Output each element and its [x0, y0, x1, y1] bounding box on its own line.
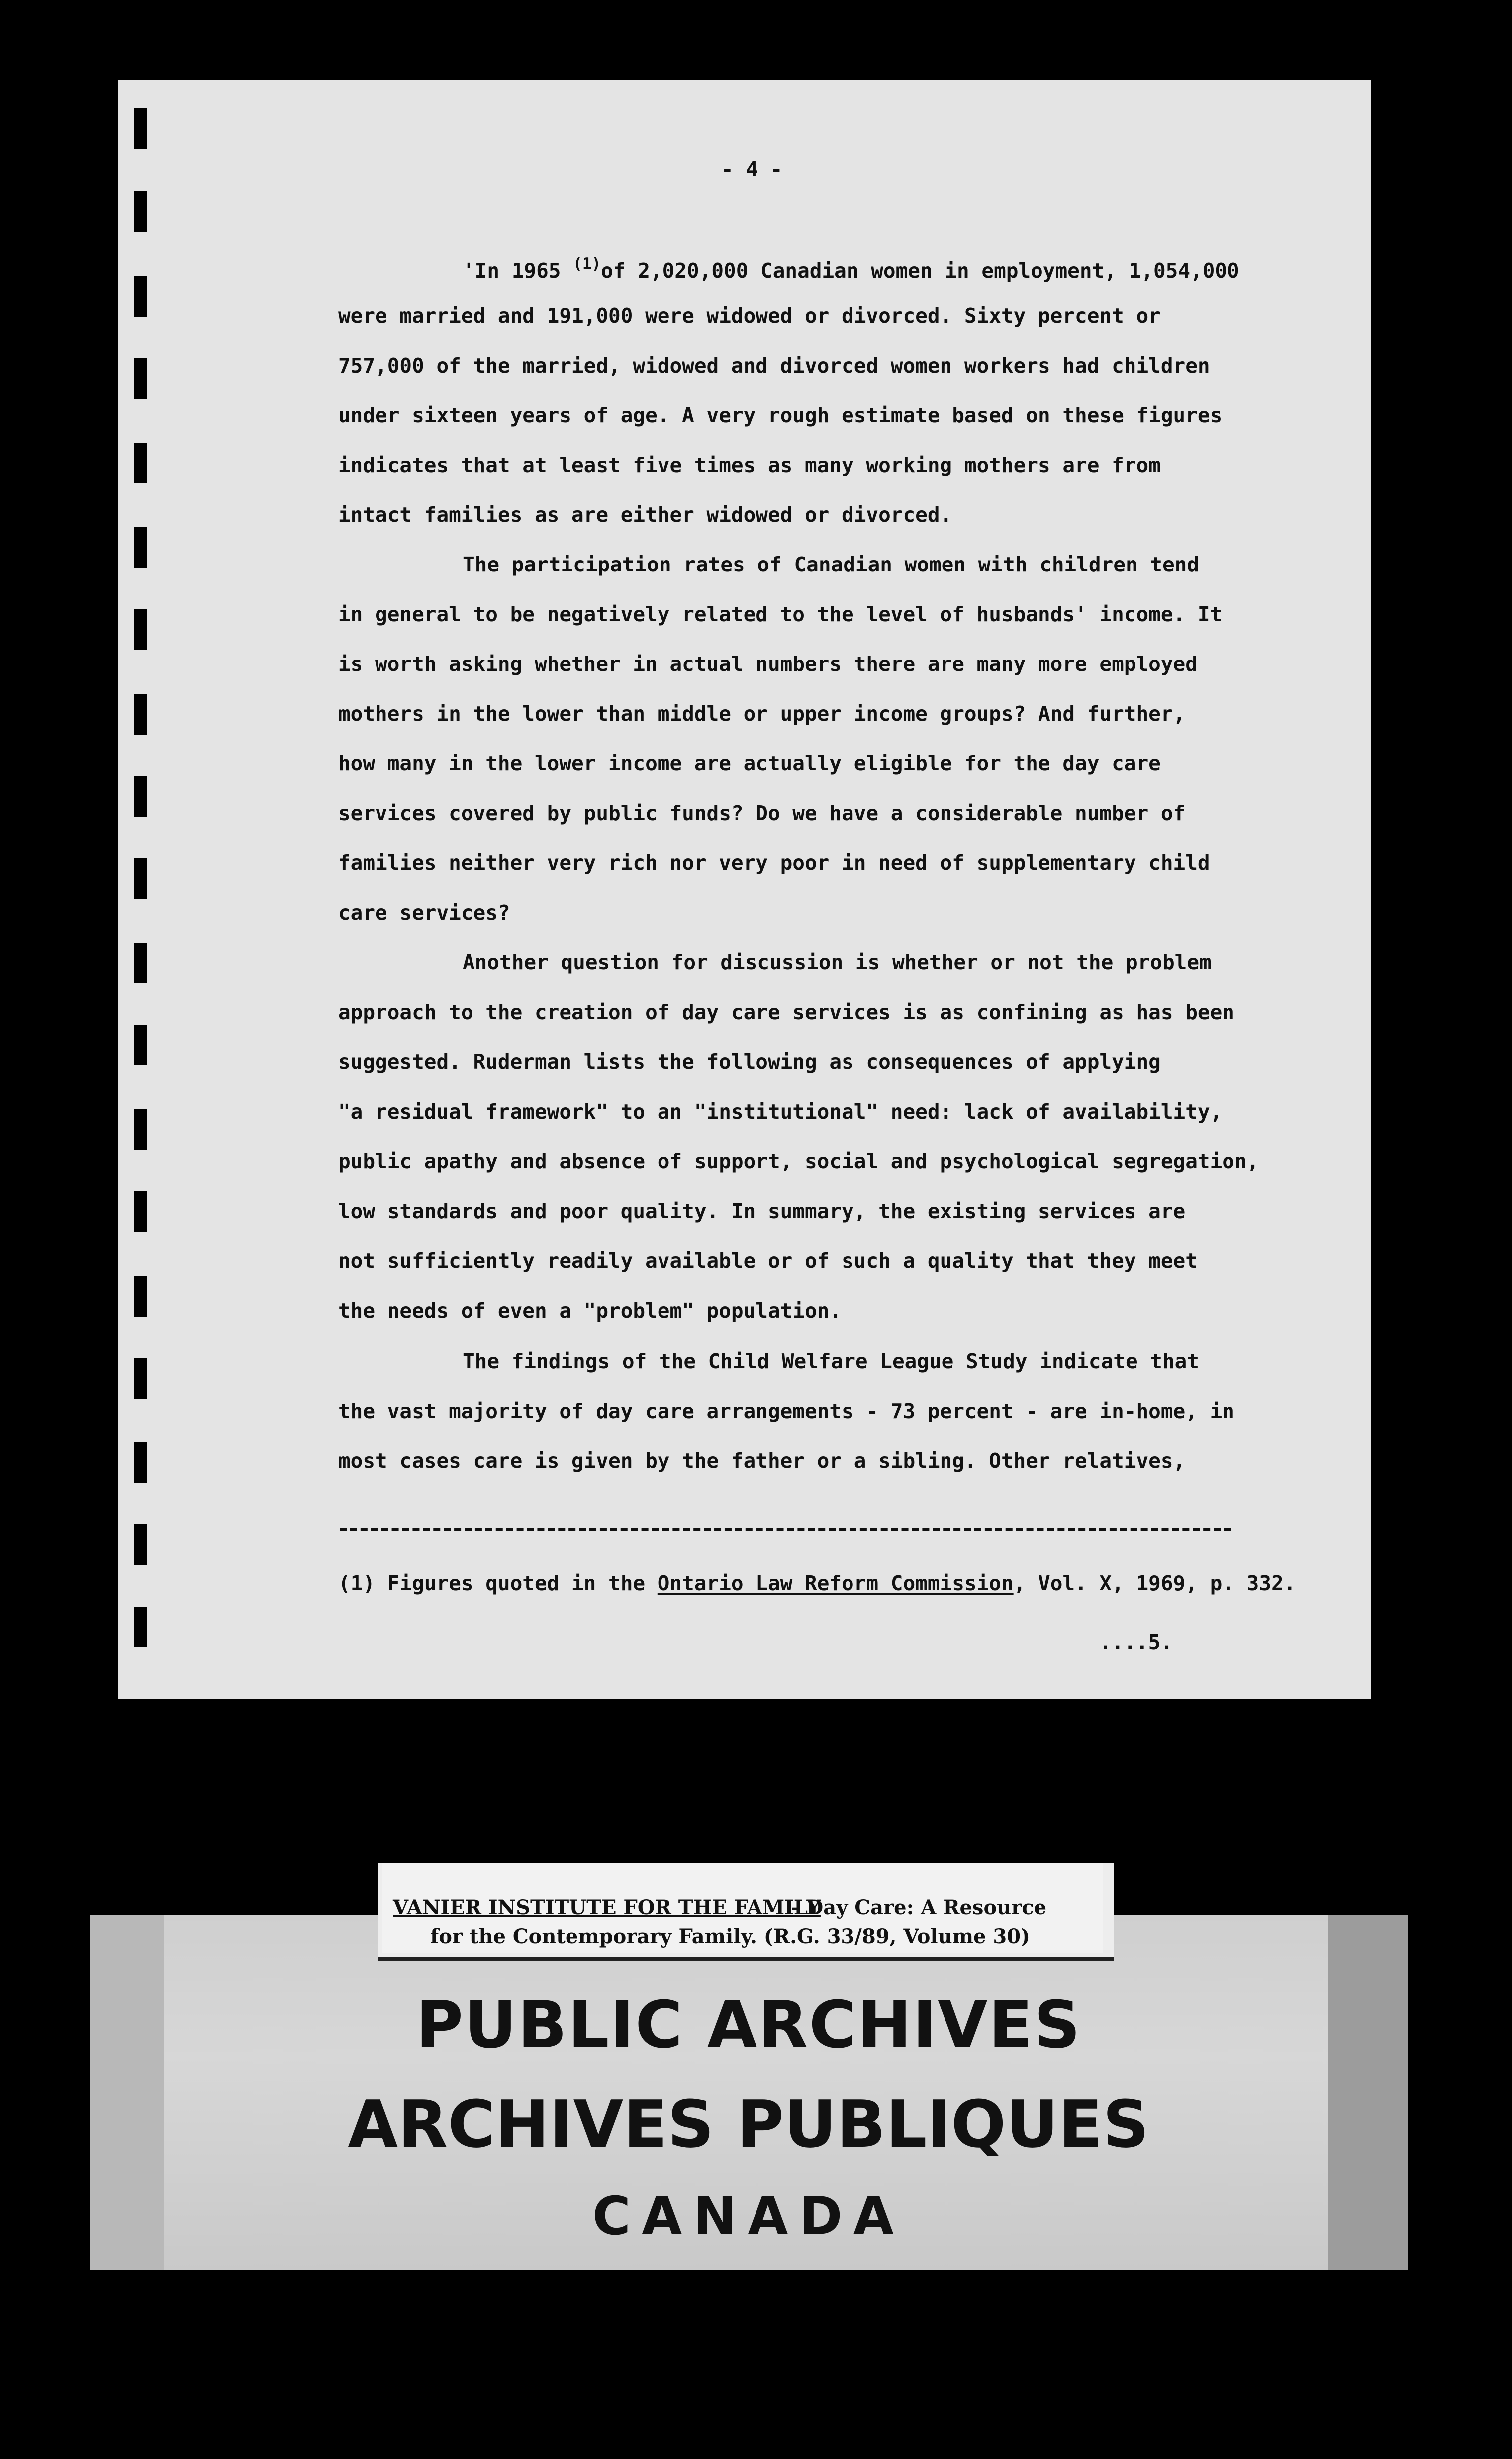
paragraph-1-line: were married and 191,000 were widowed or divorced. Sixty percent or	[338, 304, 1161, 328]
binder-hole	[134, 609, 147, 650]
label-title-line-2: for the Contemporary Family. (R.G. 33/89, Volume 30)	[430, 1925, 1030, 1948]
paragraph-4-line: The findings of the Child Welfare League Study indicate that	[463, 1349, 1200, 1373]
stamp-line-english: PUBLIC ARCHIVES	[415, 1987, 1082, 2063]
binder-hole	[134, 358, 147, 399]
binder-hole	[134, 1276, 147, 1317]
paragraph-2-line: how many in the lower income are actually eligible for the day care	[338, 752, 1161, 775]
footnote-prefix: (1) Figures quoted in the	[338, 1571, 646, 1595]
paragraph-2-line: mothers in the lower than middle or upper income groups? And further,	[338, 702, 1186, 726]
paragraph-1-line: under sixteen years of age. A very rough estimate based on these figures	[338, 403, 1223, 427]
binder-hole	[134, 191, 147, 232]
binder-hole	[134, 858, 147, 899]
continuation-marker: ....5.	[1099, 1630, 1173, 1654]
binder-hole	[134, 1109, 147, 1150]
paragraph-3-line: low standards and poor quality. In summary, the existing services are	[338, 1199, 1186, 1223]
paragraph-1-line: 757,000 of the married, widowed and divorced women workers had children	[338, 354, 1210, 378]
paragraph-2-line: care services?	[338, 901, 510, 925]
binder-hole	[134, 527, 147, 568]
paragraph-2-line: services covered by public funds? Do we have a considerable number of	[338, 801, 1186, 825]
paragraph-3-line: not sufficiently readily available or of such a quality that they meet	[338, 1249, 1198, 1273]
binder-hole	[134, 276, 147, 317]
binder-hole	[134, 943, 147, 983]
paragraph-1-line: intact families as are either widowed or divorced.	[338, 503, 952, 527]
paragraph-1-lead: 'In 1965	[463, 259, 561, 283]
footnote-suffix: , Vol. X, 1969, p. 332.	[1013, 1571, 1296, 1595]
stamp-line-country: CANADA	[592, 2186, 905, 2247]
binder-hole	[134, 108, 147, 149]
paragraph-2-line: is worth asking whether in actual numbers there are many more employed	[338, 652, 1198, 676]
page-number: - 4 -	[721, 157, 783, 181]
stamp-line-french: ARCHIVES PUBLIQUES	[348, 2086, 1149, 2162]
paragraph-3-line: the needs of even a "problem" population.	[338, 1299, 842, 1323]
paragraph-2-line: The participation rates of Canadian women with children tend	[463, 553, 1200, 576]
footnote-mark: (1)	[573, 255, 601, 273]
paragraph-1-line: indicates that at least five times as many working mothers are from	[338, 453, 1161, 477]
paragraph-3-line: approach to the creation of day care services is as confining as has been	[338, 1000, 1234, 1024]
binder-hole	[134, 1607, 147, 1647]
paragraph-4-line: the vast majority of day care arrangements - 73 percent - are in-home, in	[338, 1399, 1234, 1423]
binder-hole	[134, 1358, 147, 1399]
binder-hole	[134, 1025, 147, 1065]
label-title-line-1: - Day Care: A Resource	[791, 1896, 1047, 1919]
paragraph-4-line: most cases care is given by the father or a sibling. Other relatives,	[338, 1449, 1186, 1473]
paragraph-3-line: "a residual framework" to an "institutional" need: lack of availability,	[338, 1100, 1223, 1124]
paragraph-3-line: suggested. Ruderman lists the following as consequences of applying	[338, 1050, 1161, 1074]
paragraph-3-line: public apathy and absence of support, social and psychological segregation,	[338, 1149, 1259, 1173]
binder-hole	[134, 1442, 147, 1483]
paragraph-1-line	[463, 256, 1239, 281]
footnote	[338, 1573, 1296, 1594]
paragraph-2-line: in general to be negatively related to the level of husbands' income. It	[338, 602, 1223, 626]
paragraph-1-text: of 2,020,000 Canadian women in employment, 1,054,000	[601, 259, 1239, 283]
footnote-source: Ontario Law Reform Commission	[657, 1571, 1014, 1595]
footnote-divider	[340, 1528, 1231, 1531]
binder-hole	[134, 1524, 147, 1565]
paragraph-3-line: Another question for discussion is whether or not the problem	[463, 950, 1212, 974]
binder-hole	[134, 776, 147, 817]
binder-hole	[134, 443, 147, 483]
binder-hole	[134, 1191, 147, 1232]
binder-hole	[134, 694, 147, 735]
label-institution: VANIER INSTITUTE FOR THE FAMILY	[393, 1896, 821, 1919]
paragraph-2-line: families neither very rich nor very poor in need of supplementary child	[338, 851, 1210, 875]
